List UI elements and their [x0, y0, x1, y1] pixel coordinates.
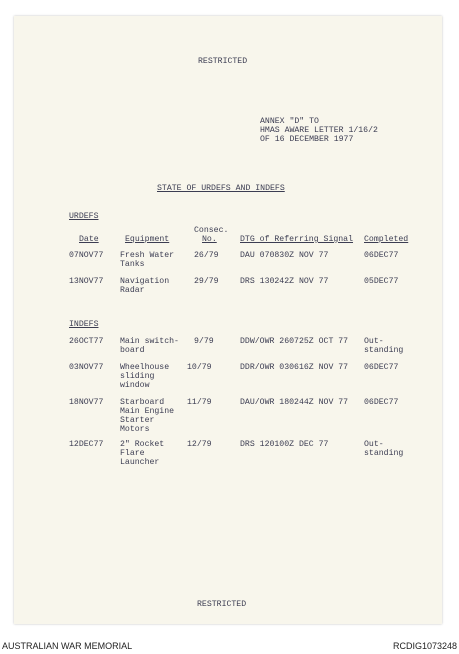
urdefs-row-dtg: DRS 130242Z NOV 77 [240, 277, 329, 286]
indefs-row-equipment: Starboard Main Engine Starter Motors [120, 398, 175, 434]
indefs-row-dtg: DDW/OWR 260725Z OCT 77 [240, 337, 349, 346]
indefs-row-consec: 10/79 [187, 363, 212, 372]
indefs-row-consec: 12/79 [187, 440, 212, 449]
indefs-row-completed: Out- standing [364, 337, 404, 355]
column-dtg: DTG of Referring Signal [240, 235, 354, 244]
indefs-row-date: 03NOV77 [69, 363, 104, 372]
urdefs-row-date: 13NOV77 [69, 277, 104, 286]
document-title: STATE OF URDEFS AND INDEFS [157, 184, 285, 193]
indefs-row-equipment: 2" Rocket Flare Launcher [120, 440, 165, 467]
urdefs-row-consec: 29/79 [194, 277, 219, 286]
column-completed: Completed [364, 235, 409, 244]
urdefs-row-consec: 26/79 [194, 251, 219, 260]
annex-line-2: HMAS AWARE LETTER 1/16/2 [260, 126, 378, 135]
urdefs-heading: URDEFS [69, 212, 99, 221]
archive-reference: RCDIG1073248 [392, 641, 457, 651]
urdefs-row-equipment: Fresh Water Tanks [120, 251, 175, 269]
indefs-row-dtg: DRS 120100Z DEC 77 [240, 440, 329, 449]
annex-line-3: OF 16 DECEMBER 1977 [260, 135, 354, 144]
archive-name: AUSTRALIAN WAR MEMORIAL [2, 641, 133, 651]
urdefs-row-dtg: DAU 070830Z NOV 77 [240, 251, 329, 260]
indefs-row-equipment: Wheelhouse sliding window [120, 363, 170, 390]
classification-top: RESTRICTED [198, 57, 248, 66]
urdefs-row-completed: 05DEC77 [364, 277, 399, 286]
column-consec-line2: No. [202, 235, 217, 244]
column-equipment: Equipment [125, 235, 170, 244]
archive-footer [0, 636, 459, 654]
indefs-row-date: 12DEC77 [69, 440, 104, 449]
column-date: Date [79, 235, 99, 244]
document-page [14, 16, 442, 624]
indefs-row-consec: 11/79 [187, 398, 212, 407]
urdefs-row-completed: 06DEC77 [364, 251, 399, 260]
annex-line-1: ANNEX "D" TO [260, 117, 319, 126]
column-consec-line1: Consec. [194, 226, 229, 235]
indefs-row-completed: Out- standing [364, 440, 404, 458]
indefs-row-dtg: DDR/OWR 030616Z NOV 77 [240, 363, 349, 372]
indefs-row-dtg: DAU/OWR 180244Z NOV 77 [240, 398, 349, 407]
indefs-row-date: 18NOV77 [69, 398, 104, 407]
indefs-row-date: 26OCT77 [69, 337, 104, 346]
indefs-heading: INDEFS [69, 320, 99, 329]
indefs-row-equipment: Main switch- board [120, 337, 179, 355]
classification-bottom: RESTRICTED [197, 600, 247, 609]
urdefs-row-date: 07NOV77 [69, 251, 104, 260]
indefs-row-completed: 06DEC77 [364, 398, 399, 407]
indefs-row-consec: 9/79 [194, 337, 214, 346]
urdefs-row-equipment: Navigation Radar [120, 277, 170, 295]
indefs-row-completed: 06DEC77 [364, 363, 399, 372]
